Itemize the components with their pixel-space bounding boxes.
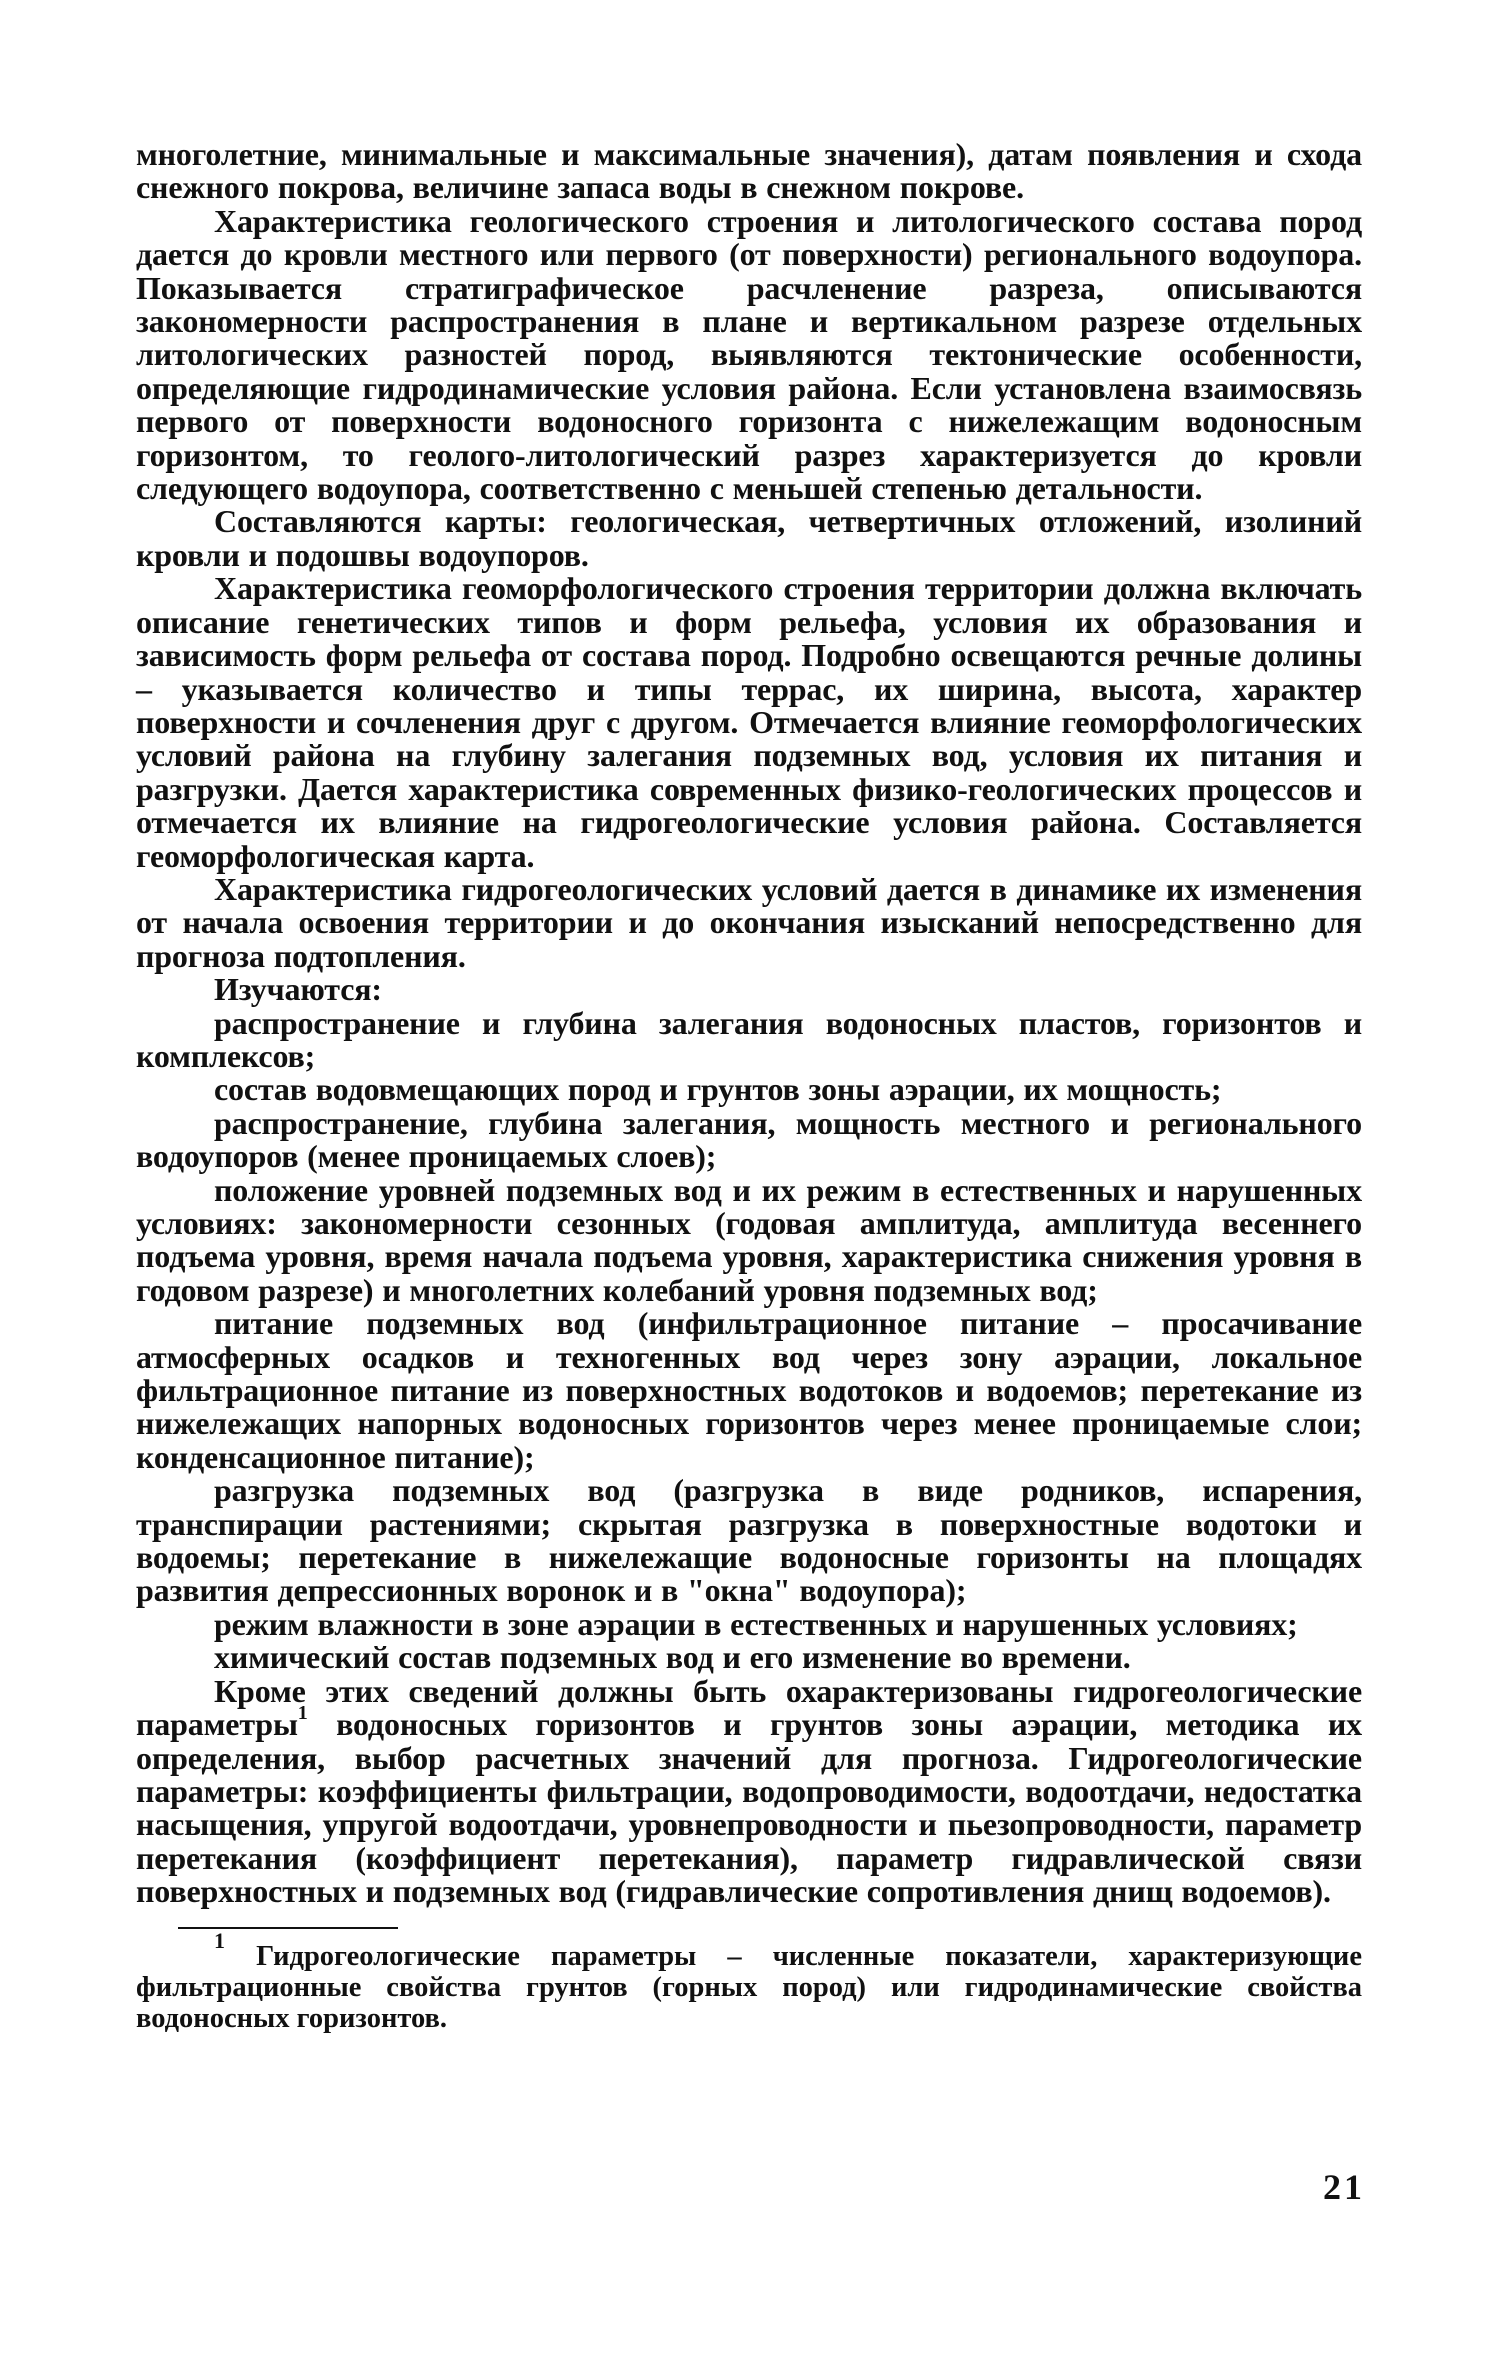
footnote-text: Гидрогеологические параметры – численные показатели, характеризующие фильтрационные свойства грунтов (горных пород) или гидродинамические свойства водоносных горизонтов. bbox=[136, 1940, 1362, 2034]
page-content bbox=[136, 138, 1362, 2034]
footnote-divider bbox=[178, 1927, 398, 1929]
list-item: режим влажности в зоне аэрации в естественных и нарушенных условиях; bbox=[214, 1605, 1298, 1642]
paragraph-geology: Характеристика геологического строения и литологического состава пород дается до кровли местного или первого (от поверхности) регионального водоупора. Показывается стратиграфическое расчленение разреза, описываются закономерности распространения в плане и вертикальном разрезе отдельных литологических разностей пород, выявляются тектонические особенности, определяющие гидродинамические условия района. Если установлена взаимосвязь первого от поверхности водоносного горизонта с нижележащим водоносным горизонтом, то геолого-литологический разрез характеризуется до кровли следующего водоупора, соответственно с меньшей степенью детальности. bbox=[136, 202, 1362, 507]
parameters-text-start: Кроме этих сведений должны быть охарактеризованы гидрогеологические параметры bbox=[136, 1672, 1362, 1743]
paragraph-maps: Составляются карты: геологическая, четвертичных отложений, изолиний кровли и подошвы водоупоров. bbox=[136, 503, 1362, 573]
list-item: разгрузка подземных вод (разгрузка в виде родников, испарения, транспирации растениями; скрытая разгрузка в поверхностные водотоки и водоемы; перетекание в нижележащие водоносные горизонты на площадях развития депрессионных воронок и в "окна" водоупора); bbox=[136, 1472, 1362, 1609]
footnote-marker: 1 bbox=[214, 1928, 225, 1954]
list-item: распространение, глубина залегания, мощность местного и регионального водоупоров (менее проницаемых слоев); bbox=[136, 1104, 1362, 1175]
list-item: положение уровней подземных вод и их режим в естественных и нарушенных условиях: закономерности сезонных (годовая амплитуда, амплитуда весеннего подъема уровня, время начала подъема уровня, характеристика снижения уровня в годовом разрезе) и многолетних колебаний уровня подземных вод; bbox=[136, 1171, 1362, 1308]
list-item: состав водовмещающих пород и грунтов зоны аэрации, их мощность; bbox=[214, 1071, 1222, 1108]
paragraph-geomorphology: Характеристика геоморфологического строения территории должна включать описание генетических типов и форм рельефа, условия их образования и зависимость форм рельефа от состава пород. Подробно освещаются речные долины – указывается количество и типы террас, их ширина, высота, характер поверхности и сочленения друг с другом. Отмечается влияние геоморфологических условий района на глубину залегания подземных вод, условия их питания и разгрузки. Дается характеристика современных физико-геологических процессов и отмечается их влияние на гидрогеологические условия района. Составляется геоморфологическая карта. bbox=[136, 570, 1362, 874]
paragraph-continuation: многолетние, минимальные и максимальные значения), датам появления и схода снежного покрова, величине запаса воды в снежном покрове. bbox=[136, 136, 1362, 206]
footnote bbox=[136, 1928, 1362, 2034]
paragraph-hydrogeology: Характеристика гидрогеологических условий дается в динамике их изменения от начала освоения территории и до окончания изысканий непосредственно для прогноза подтопления. bbox=[136, 870, 1362, 974]
list-item: химический состав подземных вод и его изменение во времени. bbox=[214, 1639, 1131, 1676]
paragraph-parameters bbox=[136, 1672, 1362, 1910]
parameters-text-end: водоносных горизонтов и грунтов зоны аэрации, методика их определения, выбор расчетных значений для прогноза. Гидрогеологические параметры: коэффициенты фильтрации, водопроводимости, водоотдачи, недостатка насыщения, упругой водоотдачи, уровнепроводности и пьезопроводности, параметр перетекания (коэффициент перетекания), параметр гидравлической связи поверхностных и подземных вод (гидравлические сопротивления днищ водоемов). bbox=[136, 1706, 1362, 1910]
body-text bbox=[136, 138, 1362, 1909]
list-item: питание подземных вод (инфильтрационное питание – просачивание атмосферных осадков и техногенных вод через зону аэрации, локальное фильтрационное питание из поверхностных водотоков и водоемов; перетекание из нижележащих напорных водоносных горизонтов через менее проницаемые слои; конденсационное питание); bbox=[136, 1305, 1362, 1475]
list-item: распространение и глубина залегания водоносных пластов, горизонтов и комплексов; bbox=[136, 1004, 1362, 1074]
paragraph-studied-heading: Изучаются: bbox=[214, 971, 382, 1008]
footnote-reference[interactable]: 1 bbox=[297, 1702, 308, 1725]
page-number: 21 bbox=[1323, 2167, 1365, 2207]
